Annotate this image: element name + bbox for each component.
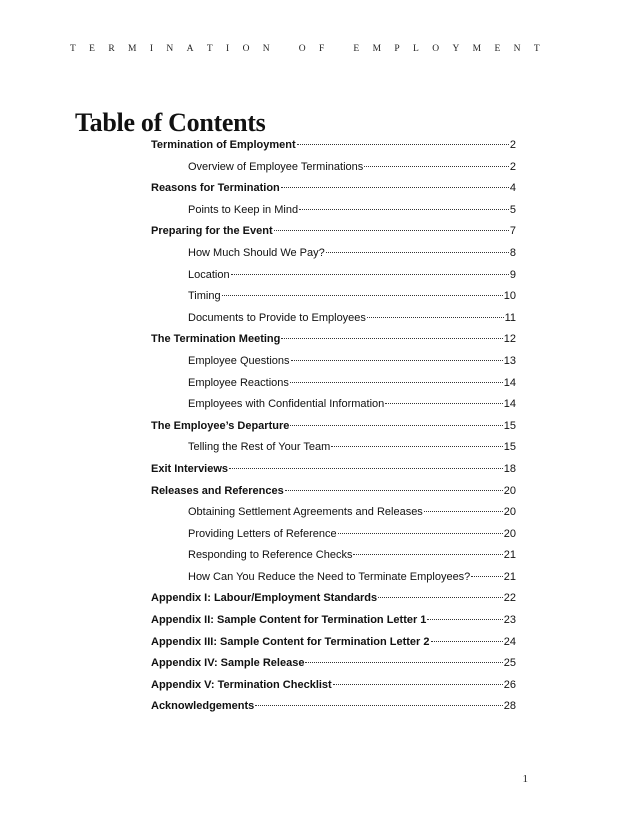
toc-subsection-entry[interactable] <box>151 290 516 312</box>
dot-leader <box>378 597 503 598</box>
toc-entry-page-number: 20 <box>503 484 516 497</box>
toc-entry-page-number: 15 <box>503 419 516 432</box>
running-header-letter: N <box>262 44 270 54</box>
running-header-space <box>283 44 285 54</box>
toc-entry-title: Reasons for Termination <box>151 182 280 195</box>
toc-subsection-entry[interactable] <box>151 312 516 334</box>
toc-entry-page-number: 4 <box>509 182 516 195</box>
toc-section-entry[interactable] <box>151 700 516 722</box>
running-header-letter: R <box>108 44 115 54</box>
toc-section-entry[interactable] <box>151 225 516 247</box>
toc-entry-page-number: 20 <box>503 506 516 519</box>
toc-section-entry[interactable] <box>151 182 516 204</box>
dot-leader <box>367 317 504 318</box>
toc-entry-title: Employee Reactions <box>188 376 289 389</box>
dot-leader <box>290 382 503 383</box>
toc-subsection-entry[interactable] <box>151 571 516 593</box>
toc-subsection-entry[interactable] <box>151 377 516 399</box>
toc-entry-title: The Employee’s Departure <box>151 419 290 432</box>
toc-section-entry[interactable] <box>151 657 516 679</box>
dot-leader <box>255 705 502 706</box>
toc-entry-page-number: 28 <box>503 700 516 713</box>
running-header-letter: I <box>149 44 154 54</box>
toc-entry-title: Obtaining Settlement Agreements and Releases <box>188 506 423 519</box>
toc-entry-page-number: 12 <box>503 333 516 346</box>
dot-leader <box>333 684 503 685</box>
dot-leader <box>299 209 509 210</box>
running-header-letter: P <box>394 44 400 54</box>
toc-entry-title: Employees with Confidential Information <box>188 398 385 411</box>
table-of-contents <box>151 139 516 722</box>
running-header <box>70 44 540 54</box>
toc-section-entry[interactable] <box>151 592 516 614</box>
toc-entry-page-number: 23 <box>503 614 516 627</box>
running-header-letter: M <box>128 44 137 54</box>
toc-subsection-entry[interactable] <box>151 355 516 377</box>
toc-entry-page-number: 2 <box>509 160 516 173</box>
toc-entry-page-number: 20 <box>503 527 516 540</box>
dot-leader <box>427 619 502 620</box>
running-header-letter: M <box>472 44 482 54</box>
toc-entry-title: Appendix II: Sample Content for Termination Letter 1 <box>151 614 427 627</box>
toc-subsection-entry[interactable] <box>151 441 516 463</box>
toc-entry-title: Responding to Reference Checks <box>188 549 353 562</box>
toc-entry-title: Providing Letters of Reference <box>188 527 337 540</box>
toc-entry-title: How Can You Reduce the Need to Terminate Employees? <box>188 570 471 583</box>
toc-entry-title: Telling the Rest of Your Team <box>188 441 331 454</box>
toc-entry-page-number: 14 <box>503 376 516 389</box>
toc-entry-page-number: 25 <box>503 657 516 670</box>
toc-entry-title: Points to Keep in Mind <box>188 203 299 216</box>
toc-entry-page-number: 21 <box>503 549 516 562</box>
toc-entry-title: Appendix III: Sample Content for Termination Letter 2 <box>151 635 430 648</box>
running-header-letter: Y <box>452 44 460 54</box>
toc-entry-page-number: 11 <box>504 311 516 324</box>
running-header-letter: L <box>413 44 419 54</box>
running-header-letter: E <box>353 44 360 54</box>
toc-section-entry[interactable] <box>151 463 516 485</box>
dot-leader <box>291 360 503 361</box>
dot-leader <box>424 511 503 512</box>
toc-entry-title: Overview of Employee Terminations <box>188 160 364 173</box>
toc-section-entry[interactable] <box>151 420 516 442</box>
running-header-letter: O <box>298 44 306 54</box>
toc-entry-page-number: 26 <box>503 678 516 691</box>
toc-entry-title: Exit Interviews <box>151 462 229 475</box>
page-title: Table of Contents <box>75 108 266 137</box>
toc-entry-page-number: 14 <box>503 398 516 411</box>
dot-leader <box>326 252 509 253</box>
toc-entry-title: How Much Should We Pay? <box>188 246 325 259</box>
dot-leader <box>364 166 509 167</box>
toc-entry-page-number: 22 <box>503 592 516 605</box>
toc-section-entry[interactable] <box>151 636 516 658</box>
dot-leader <box>331 446 502 447</box>
toc-entry-title: Employee Questions <box>188 354 290 367</box>
dot-leader <box>338 533 503 534</box>
dot-leader <box>471 576 502 577</box>
running-header-letter: N <box>166 44 174 54</box>
toc-entry-title: Timing <box>188 290 221 303</box>
dot-leader <box>290 425 502 426</box>
toc-section-entry[interactable] <box>151 485 516 507</box>
toc-entry-title: Preparing for the Event <box>151 225 273 238</box>
toc-subsection-entry[interactable] <box>151 161 516 183</box>
toc-entry-title: Appendix V: Termination Checklist <box>151 678 332 691</box>
toc-entry-title: Acknowledgements <box>151 700 255 713</box>
running-header-letter: E <box>89 44 95 54</box>
running-header-letter: A <box>186 44 194 54</box>
running-header-letter: F <box>319 44 325 54</box>
dot-leader <box>229 468 503 469</box>
dot-leader <box>297 144 509 145</box>
toc-section-entry[interactable] <box>151 333 516 355</box>
toc-entry-title: Termination of Employment <box>151 139 296 151</box>
toc-entry-title: Releases and References <box>151 484 284 497</box>
toc-subsection-entry[interactable] <box>151 204 516 226</box>
running-header-letter: T <box>533 44 540 54</box>
running-header-letter: T <box>206 44 213 54</box>
toc-entry-title: Appendix IV: Sample Release <box>151 657 305 670</box>
toc-section-entry[interactable] <box>151 139 516 161</box>
toc-entry-page-number: 2 <box>509 139 516 151</box>
toc-entry-page-number: 9 <box>509 268 516 281</box>
dot-leader <box>281 338 502 339</box>
toc-entry-page-number: 13 <box>503 354 516 367</box>
toc-section-entry[interactable] <box>151 679 516 701</box>
dot-leader <box>305 662 502 663</box>
running-header-letter: M <box>372 44 382 54</box>
running-header-letter: T <box>70 44 76 54</box>
dot-leader <box>385 403 502 404</box>
running-header-letter: O <box>242 44 250 54</box>
toc-section-entry[interactable] <box>151 614 516 636</box>
dot-leader <box>231 274 509 275</box>
toc-entry-page-number: 15 <box>503 441 516 454</box>
toc-entry-page-number: 24 <box>503 635 516 648</box>
toc-subsection-entry[interactable] <box>151 269 516 291</box>
running-header-letter: N <box>513 44 521 54</box>
toc-subsection-entry[interactable] <box>151 506 516 528</box>
dot-leader <box>274 230 509 231</box>
toc-entry-title: Appendix I: Labour/Employment Standards <box>151 592 378 605</box>
toc-entry-page-number: 7 <box>509 225 516 238</box>
page-number: 1 <box>522 773 528 785</box>
toc-entry-page-number: 18 <box>503 462 516 475</box>
toc-entry-title: The Termination Meeting <box>151 333 281 346</box>
toc-entry-page-number: 10 <box>503 290 516 303</box>
toc-entry-page-number: 5 <box>509 203 516 216</box>
dot-leader <box>222 295 503 296</box>
dot-leader <box>431 641 503 642</box>
toc-entry-page-number: 21 <box>503 570 516 583</box>
toc-subsection-entry[interactable] <box>151 247 516 269</box>
toc-entry-title: Documents to Provide to Employees <box>188 311 366 324</box>
dot-leader <box>285 490 503 491</box>
toc-subsection-entry[interactable] <box>151 398 516 420</box>
toc-subsection-entry[interactable] <box>151 528 516 550</box>
toc-entry-title: Location <box>188 268 230 281</box>
dot-leader <box>281 187 509 188</box>
dot-leader <box>353 554 502 555</box>
running-header-letter: I <box>226 44 230 54</box>
running-header-space <box>338 44 340 54</box>
running-header-letter: O <box>432 44 440 54</box>
toc-entry-page-number: 8 <box>509 246 516 259</box>
running-header-letter: E <box>494 44 501 54</box>
toc-subsection-entry[interactable] <box>151 549 516 571</box>
